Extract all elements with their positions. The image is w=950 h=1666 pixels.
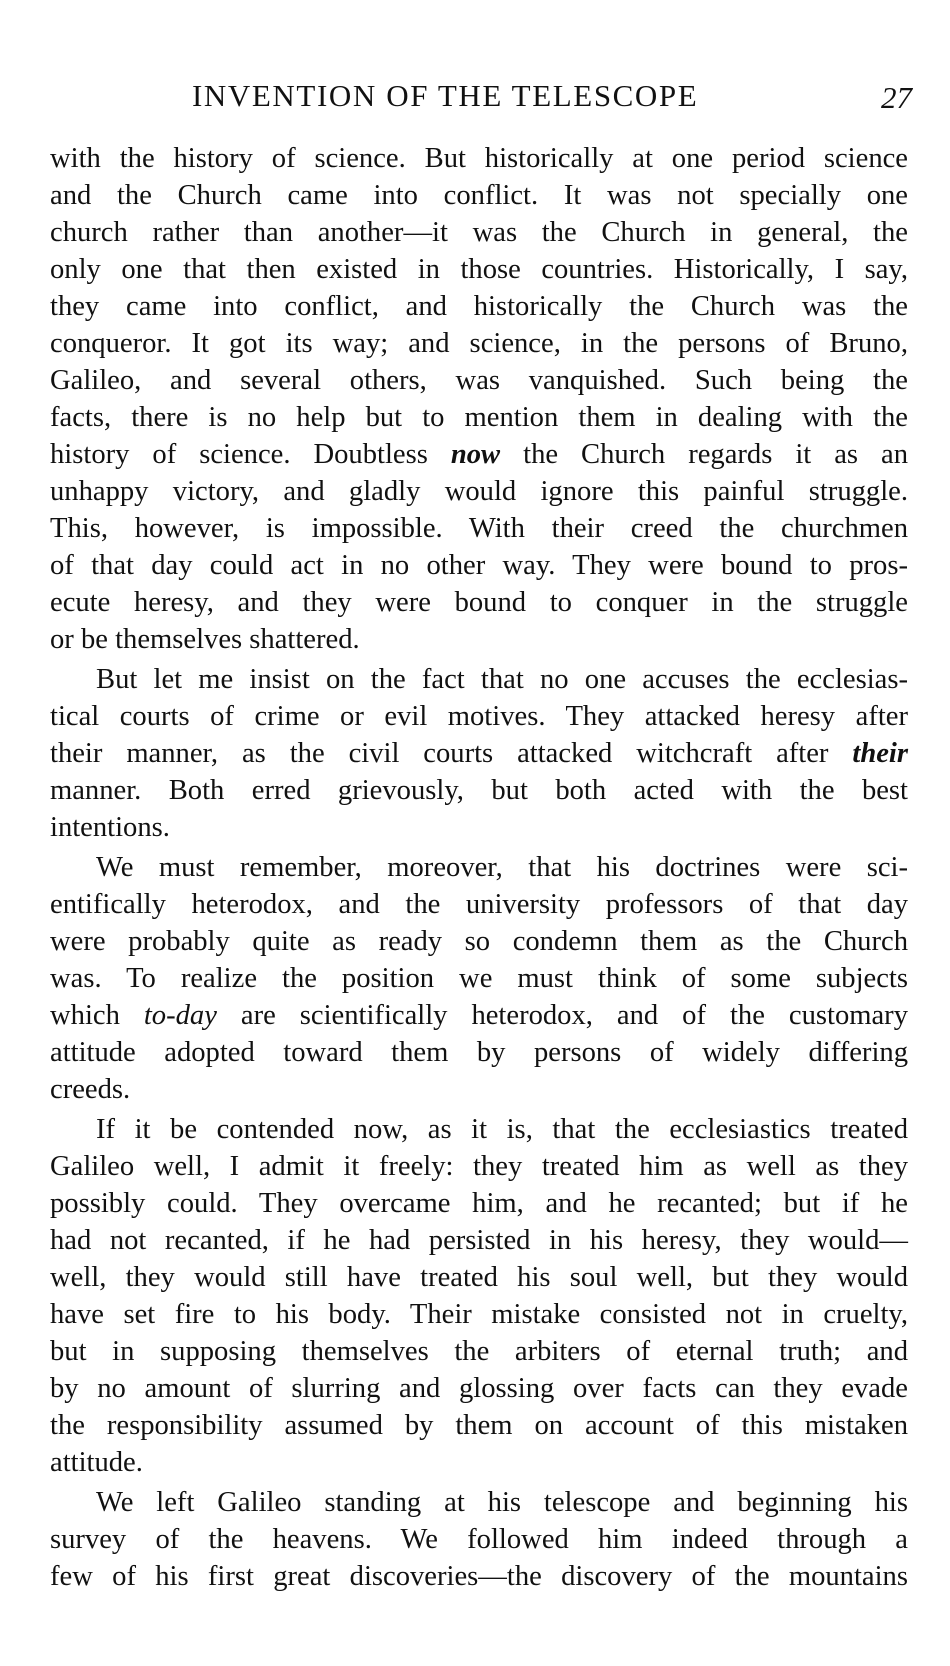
text-line: or be themselves shattered. [50,624,360,655]
text-line [50,735,908,772]
text-line [50,436,908,473]
emphasis-text: their [852,738,908,769]
text-line: were probably quite as ready so condemn them as the Church [50,926,908,957]
text-line: Galileo, and several others, was vanquished. Such being the [50,365,908,396]
text-segment: the Church regards it as an [500,439,909,470]
text-line: of that day could act in no other way. They were bound to pros- [50,550,908,581]
text-line [50,997,908,1034]
text-line: have set fire to his body. Their mistake consisted not in cruelty, [50,1299,908,1330]
text-line: only one that then existed in those countries. Historically, I say, [50,254,908,285]
text-line: This, however, is impossible. With their creed the churchmen [50,513,908,544]
emphasis-text: to-day [143,1000,217,1031]
text-segment: history of science. Doubtless [50,439,451,470]
text-line: few of his first great discoveries—the discovery of the mountains [50,1561,908,1592]
text-line: But let me insist on the fact that no one accuses the ecclesias- [96,664,908,695]
text-line: Galileo well, I admit it freely: they treated him as well as they [50,1151,908,1182]
emphasis-text: now [450,439,501,470]
text-line: and the Church came into conflict. It was not specially one [50,180,908,211]
body-text [50,140,908,1595]
page-number: 27 [881,80,912,115]
text-line: unhappy victory, and gladly would ignore this painful struggle. [50,476,908,507]
text-line: with the history of science. But historically at one period science [50,143,908,174]
paragraph [50,849,908,1108]
running-title: INVENTION OF THE TELESCOPE [192,78,699,113]
paragraph [50,140,908,658]
running-head [50,76,912,116]
text-line: they came into conflict, and historically the Church was the [50,291,908,322]
paragraph [50,1111,908,1481]
text-segment: their manner, as the civil courts attacked witchcraft after [50,738,853,769]
text-line: by no amount of slurring and glossing over facts can they evade [50,1373,908,1404]
text-line: attitude. [50,1447,143,1478]
text-line: was. To realize the position we must think of some subjects [50,963,908,994]
text-line: church rather than another—it was the Church in general, the [50,217,908,248]
paragraph [50,1484,908,1595]
text-line: survey of the heavens. We followed him indeed through a [50,1524,908,1555]
paragraph [50,661,908,846]
text-line: entifically heterodox, and the university professors of that day [50,889,908,920]
text-line: ecute heresy, and they were bound to conquer in the struggle [50,587,908,618]
text-line: We must remember, moreover, that his doctrines were sci- [96,852,908,883]
text-line: We left Galileo standing at his telescope and beginning his [96,1487,908,1518]
text-line: possibly could. They overcame him, and he recanted; but if he [50,1188,908,1219]
text-segment: are scientifically heterodox, and of the customary [216,1000,908,1031]
text-line: attitude adopted toward them by persons of widely differing [50,1037,908,1068]
text-line: but in supposing themselves the arbiters of eternal truth; and [50,1336,908,1367]
text-line: manner. Both erred grievously, but both acted with the best [50,775,908,806]
text-line: well, they would still have treated his soul well, but they would [50,1262,908,1293]
text-line: had not recanted, if he had persisted in his heresy, they would— [50,1225,908,1256]
text-line: intentions. [50,812,170,843]
text-line: creeds. [50,1074,131,1105]
text-segment: which [50,1000,144,1031]
text-line: conqueror. It got its way; and science, in the persons of Bruno, [50,328,908,359]
text-line: If it be contended now, as it is, that the ecclesiastics treated [96,1114,908,1145]
text-line: the responsibility assumed by them on account of this mistaken [50,1410,908,1441]
text-line: tical courts of crime or evil motives. They attacked heresy after [50,701,908,732]
text-line: facts, there is no help but to mention them in dealing with the [50,402,908,433]
